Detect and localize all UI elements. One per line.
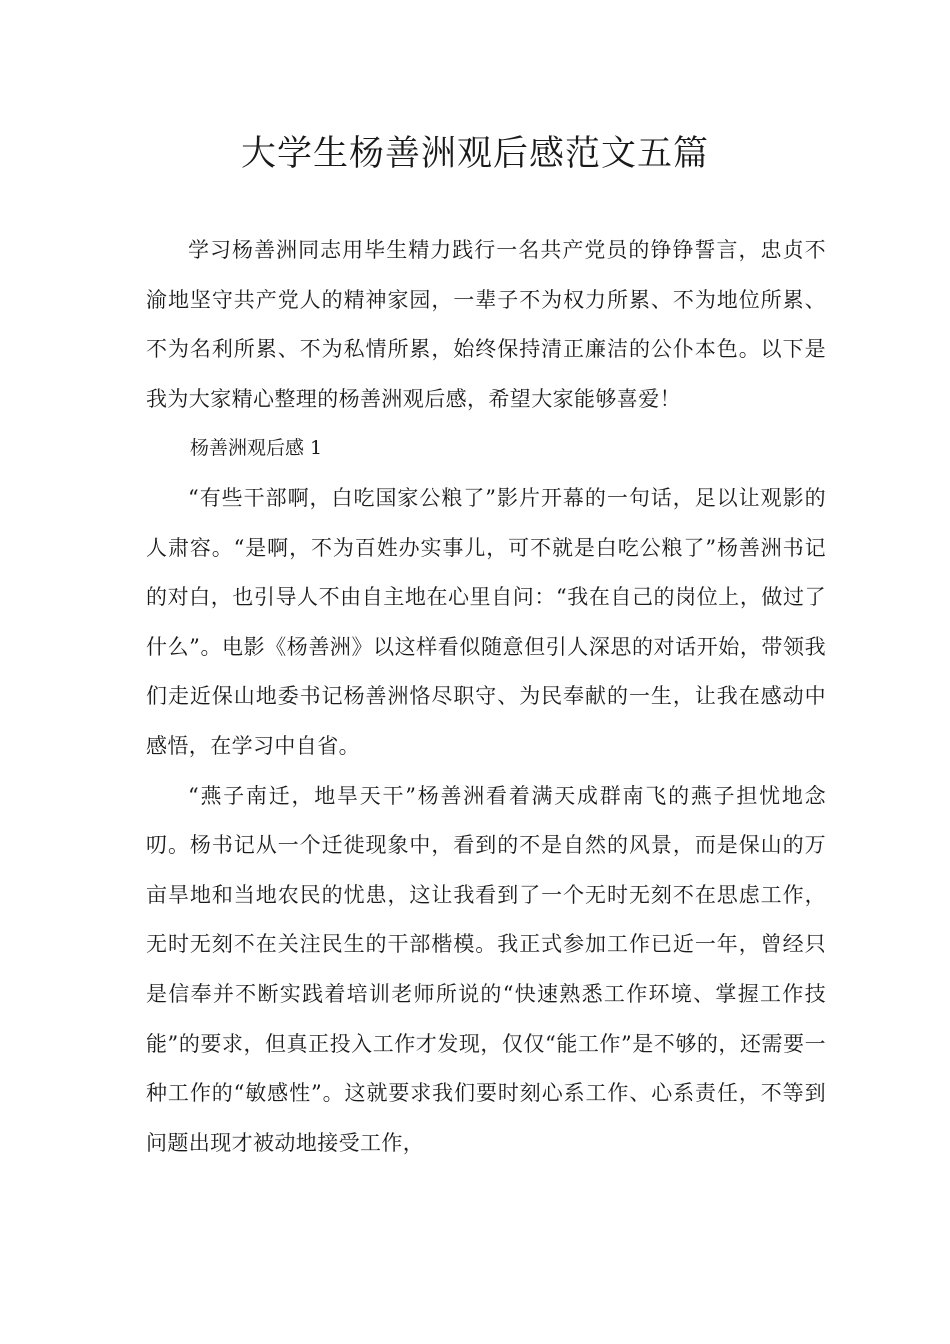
body-paragraph: “燕子南迁，地旱天干”杨善洲看着满天成群南飞的燕子担忧地念叨。杨书记从一个迁徙现象中，看到的不是自然的风景，而是保山的万亩旱地和当地农民的忧患，这让我看到了一个无时无刻不在思虑工作，无时无刻不在关注民生的干部楷模。我正式参加工作已近一年，曾经只是信奉并不断实践着培训老师所说的“快速熟悉工作环境、掌握工作技能”的要求，但真正投入工作才发现，仅仅“能工作”是不够的，还需要一种工作的“敏感性”。这就要求我们要时刻心系工作、心系责任，不等到问题出现才被动地接受工作， <box>146 783 826 1155</box>
document-title: 大学生杨善洲观后感范文五篇 <box>240 134 709 174</box>
intro-paragraph: 学习杨善洲同志用毕生精力践行一名共产党员的铮铮誓言，忠贞不渝地坚守共产党人的精神家园，一辈子不为权力所累、不为地位所累、不为名利所累、不为私情所累，始终保持清正廉洁的公仆本色。以下是我为大家精心整理的杨善洲观后感，希望大家能够喜爱！ <box>146 238 826 411</box>
document-body <box>146 226 826 1168</box>
section-heading: 杨善洲观后感 1 <box>190 437 323 460</box>
body-paragraph: “有些干部啊，白吃国家公粮了”影片开幕的一句话，足以让观影的人肃容。“是啊，不为百姓办实事儿，可不就是白吃公粮了”杨善洲书记的对白，也引导人不由自主地在心里自问：“我在自己的岗位上，做过了什么”。电影《杨善洲》以这样看似随意但引人深思的对话开始，带领我们走近保山地委书记杨善洲恪尽职守、为民奉献的一生，让我在感动中感悟，在学习中自省。 <box>146 485 826 758</box>
